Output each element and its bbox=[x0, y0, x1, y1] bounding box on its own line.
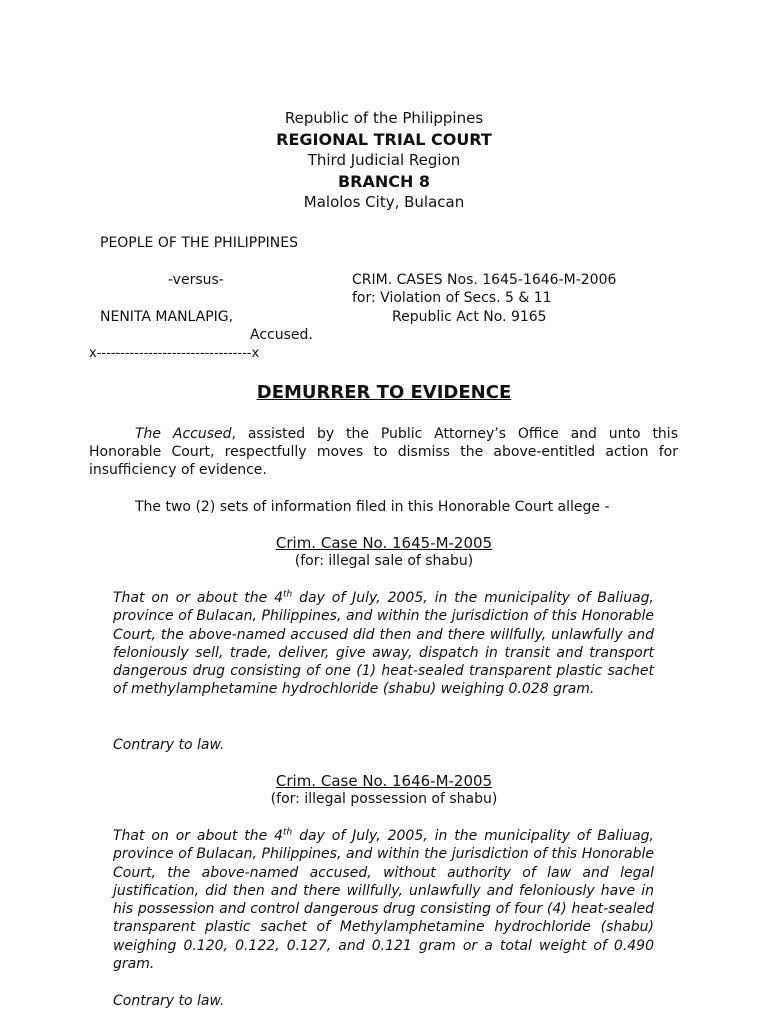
case-1-information bbox=[113, 589, 654, 699]
case-1-ordinal: th bbox=[283, 589, 293, 600]
header-court: REGIONAL TRIAL COURT bbox=[276, 130, 492, 149]
information-text: The two (2) sets of information filed in this Honorable Court allege - bbox=[135, 499, 610, 515]
information-paragraph bbox=[89, 498, 678, 516]
caption-plaintiff: PEOPLE OF THE PHILIPPINES bbox=[100, 235, 298, 251]
case-1-heading bbox=[0, 534, 768, 570]
caption-versus: -versus- bbox=[168, 272, 224, 288]
case-2-closing: Contrary to law. bbox=[113, 993, 225, 1009]
caption-violation: for: Violation of Secs. 5 & 11 bbox=[352, 290, 552, 306]
court-header bbox=[0, 108, 768, 213]
intro-text: , assisted by the Public Attorney’s Office and unto this Honorable Court, respectfully moves to dismiss the above-entitled action for insufficiency of evidence. bbox=[89, 426, 678, 478]
case-1-body-start: That on or about the 4 bbox=[113, 590, 283, 606]
case-2-body: day of July, 2005, in the municipality of Baliuag, province of Bulacan, Philippines, and within the jurisdiction of this Honorable Court, the above-named accused, without authority of law and legal justification, did then and there willfully, unlawfully and feloniously have in his possession and control dangerous drug consisting of four (4) heat-sealed transparent plastic sachet of Methylamphetamine hydrochloride (shabu) weighing 0.120, 0.122, 0.127, and 0.121 gram or a total weight of 0.490 gram. bbox=[113, 828, 655, 973]
case-2-subtitle: (for: illegal possession of shabu) bbox=[270, 791, 498, 807]
caption-case-numbers: CRIM. CASES Nos. 1645-1646-M-2006 bbox=[352, 272, 617, 288]
document-title: DEMURRER TO EVIDENCE bbox=[256, 382, 512, 403]
intro-lead: The Accused bbox=[135, 426, 232, 442]
case-2-body-start: That on or about the 4 bbox=[113, 828, 283, 844]
case-1-subtitle: (for: illegal sale of shabu) bbox=[294, 553, 474, 569]
header-republic: Republic of the Philippines bbox=[284, 109, 484, 127]
case-1-title: Crim. Case No. 1645-M-2005 bbox=[275, 534, 493, 552]
case-2-information bbox=[113, 827, 654, 973]
caption-separator: x---------------------------------x bbox=[89, 346, 260, 361]
header-region: Third Judicial Region bbox=[307, 151, 461, 169]
case-2-title: Crim. Case No. 1646-M-2005 bbox=[275, 772, 493, 790]
header-location: Malolos City, Bulacan bbox=[303, 193, 465, 211]
case-1-body: day of July, 2005, in the municipality of Baliuag, province of Bulacan, Philippines, and within the jurisdiction of this Honorable Court, the above-named accused did then and there willfully, unlawfully and feloniously sell, trade, deliver, give away, dispatch in transit and transport dangerous drug consisting of one (1) heat-sealed transparent plastic sachet of methylamphetamine hydrochloride (shabu) weighing 0.028 gram. bbox=[113, 590, 655, 698]
header-branch: BRANCH 8 bbox=[337, 172, 431, 191]
case-2-heading bbox=[0, 772, 768, 808]
intro-paragraph bbox=[89, 425, 678, 479]
caption-accused-label: Accused. bbox=[250, 327, 313, 343]
caption-accused-name: NENITA MANLAPIG, bbox=[100, 309, 234, 325]
case-1-closing: Contrary to law. bbox=[113, 737, 225, 753]
case-2-ordinal: th bbox=[283, 827, 293, 838]
caption-act: Republic Act No. 9165 bbox=[392, 309, 547, 325]
